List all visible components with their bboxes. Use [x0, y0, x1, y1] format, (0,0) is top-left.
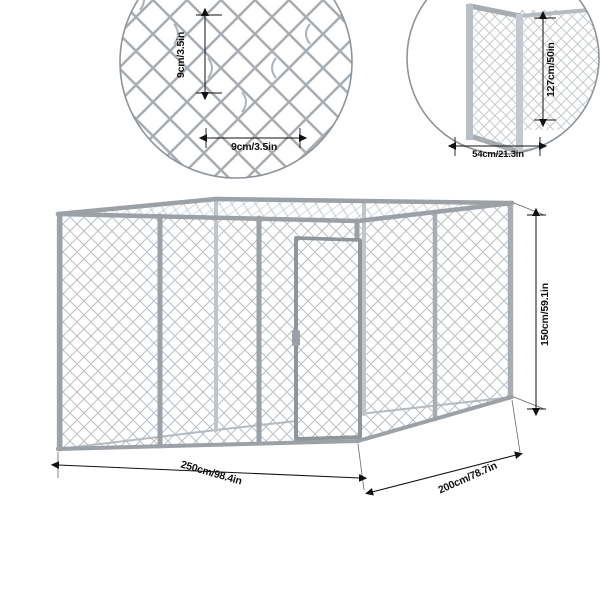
overall-width-label: 250cm/98.4in: [179, 458, 244, 488]
overall-height-label: 150cm/59.1in: [539, 283, 551, 347]
kennel-body: [58, 199, 512, 449]
mesh-width-label: 9cm/3.5in: [230, 141, 278, 153]
mesh-detail-circle: [120, 0, 360, 190]
mesh-height-label: 9cm/3.5in: [175, 31, 187, 79]
overall-depth-label: 200cm/78.7in: [436, 459, 499, 497]
door-height-label: 127cm/50in: [545, 42, 557, 98]
kennel-gate: [292, 238, 360, 439]
door-width-label: 54cm/21.3in: [472, 149, 524, 160]
